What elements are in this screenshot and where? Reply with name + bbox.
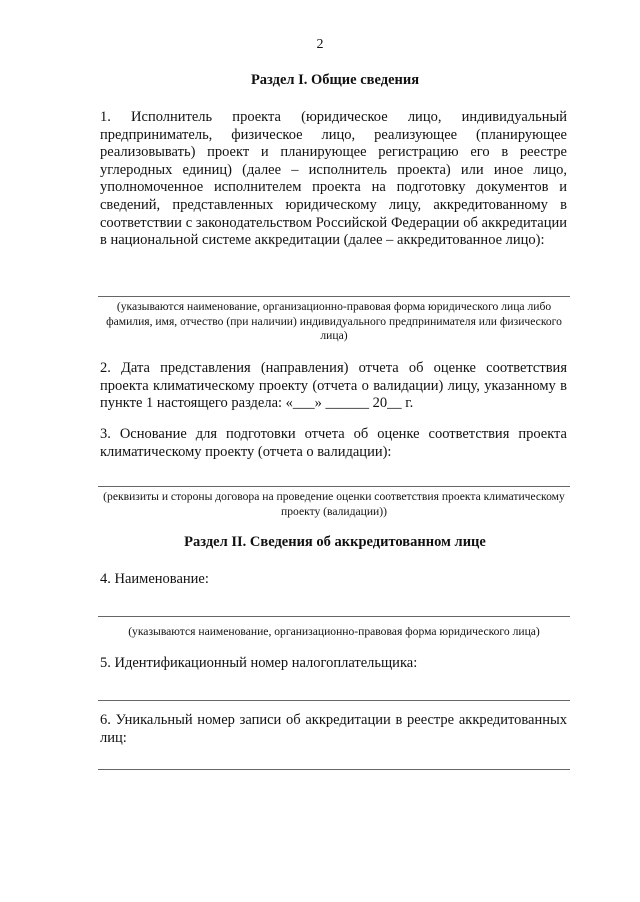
- item-5-text: 5. Идентификационный номер налогоплательщика:: [100, 655, 418, 671]
- item-4-fill-line: [98, 616, 570, 617]
- item-2-text: 2. Дата представления (направления) отчета об оценке соответствия проекта климатическому проекту (отчета о валидации) лицу, указанному в пункте 1 настоящего раздела: «___» ______ 20__ г.: [100, 360, 567, 412]
- item-5-fill-line: [98, 700, 570, 701]
- item-1-text: 1. Исполнитель проекта (юридическое лицо, индивидуальный предприниматель, физическое лицо, реализующее (планирующее реализовывать) проект и планирующее регистрацию его в реестре углеродных единиц) (далее – исполнитель проекта) или иное лицо, уполномоченное исполнителем проекта на подготовку документов и сведений, представленных юридическому лицу, аккредитованному в соответствии с законодательством Российской Федерации об аккредитации в национальной системе аккредитации (далее – аккредитованное лицо):: [100, 109, 567, 249]
- item-3-caption: (реквизиты и стороны договора на проведение оценки соответствия проекта климатическому проекту (валидации)): [103, 490, 565, 518]
- page-number: 2: [316, 37, 324, 52]
- item-4-text: 4. Наименование:: [100, 571, 209, 587]
- item-4-caption: (указываются наименование, организационно-правовая форма юридического лица): [128, 625, 540, 638]
- item-3-fill-line: [98, 486, 570, 487]
- item-1-caption: (указываются наименование, организационно-правовая форма юридического лица либо фамилия, имя, отчество (при наличии) индивидуального предпринимателя или физического лица): [106, 300, 562, 342]
- item-3-text: 3. Основание для подготовки отчета об оценке соответствия проекта климатическому проекту (отчета о валидации):: [100, 426, 567, 460]
- item-6-fill-line: [98, 769, 570, 770]
- item-6-text: 6. Уникальный номер записи об аккредитации в реестре аккредитованных лиц:: [100, 712, 567, 746]
- section-2-title: Раздел II. Сведения об аккредитованном лице: [184, 534, 486, 550]
- section-1-title: Раздел I. Общие сведения: [250, 72, 420, 88]
- item-1-fill-line: [98, 296, 570, 297]
